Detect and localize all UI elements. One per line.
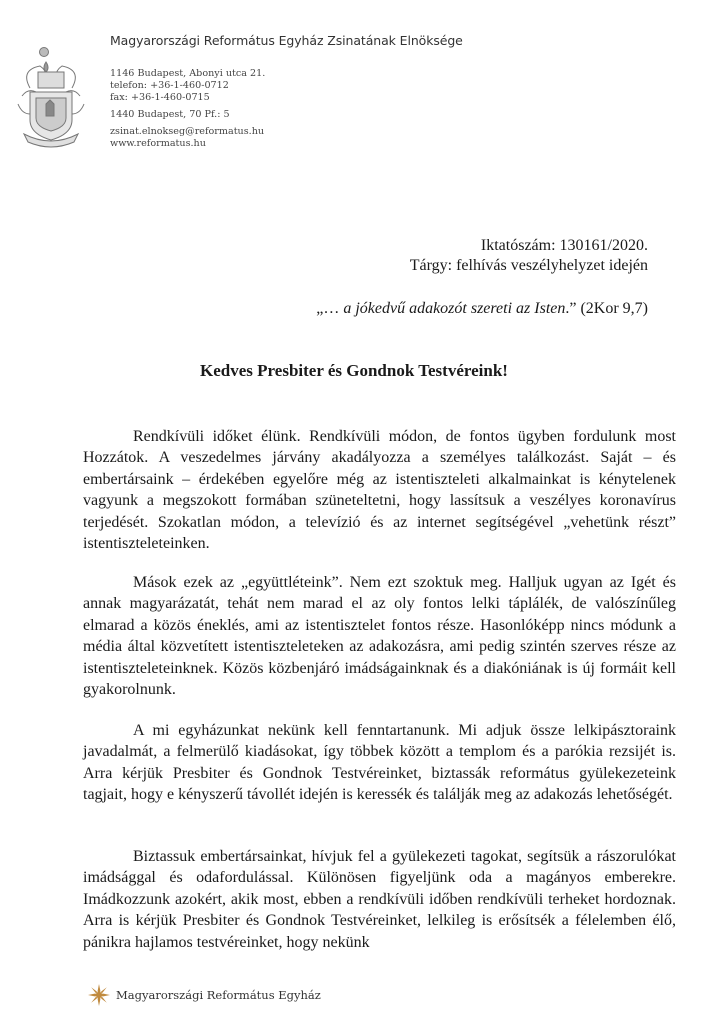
address: 1146 Budapest, Abonyi utca 21.	[110, 68, 266, 79]
paragraph-4	[83, 846, 676, 953]
paragraph-text: Mások ezek az „együttléteink”. Nem ezt szoktuk meg. Halljuk ugyan az Igét és annak magyarázatát, tehát nem marad el az oly fontos lelki táplálék, de valószínűleg elmarad a közös éneklés, ami az istentisztelet fontos része. Hasonlóképp nincs módunk a média által közvetített istentiszteleteken az adakozásra, ami pedig szintén szerves része az istentiszteleteinknek. Közös közbenjáró imádságainknak és a diakóniának is új formáit kell gyakorolnunk.	[83, 574, 676, 699]
contact-block	[110, 68, 265, 150]
paragraph-1	[83, 426, 676, 554]
quote-text: a jókedvű adakozót szereti az Isten	[343, 300, 566, 317]
letterhead	[0, 0, 708, 170]
registry-number: Iktatószám: 130161/2020.	[480, 237, 648, 254]
paragraph-2	[83, 572, 676, 700]
reference-block	[410, 236, 648, 276]
paragraph-text: Biztassuk embertársainkat, hívjuk fel a gyülekezeti tagokat, segítsük a rászorulókat imádsággal és odafordulással. Különösen figyeljünk oda a magányos emberekre. Imádkozzunk azokért, akik most, ebben a rendkívüli időben rendkívüli terheket hordoznak. Arra is kérjük Presbiter és Gondnok Testvéreinket, lelkileg is erősítsék a félelemben élő, pánikra hajlamos testvéreinket, hogy nekünk	[83, 848, 676, 951]
bible-quote	[316, 300, 648, 318]
quote-reference: .” (2Kor 9,7)	[565, 300, 648, 317]
phone: telefon: +36-1-460-0712	[110, 80, 229, 91]
email-link[interactable]: zsinat.elnokseg@reformatus.hu	[110, 126, 265, 137]
subject-line: Tárgy: felhívás veszélyhelyzet idején	[409, 257, 648, 274]
po-box: 1440 Budapest, 70 Pf.: 5	[110, 109, 230, 120]
footer-logo	[88, 984, 321, 1006]
paragraph-3	[83, 720, 676, 806]
footer-org-name: Magyarországi Református Egyház	[116, 988, 321, 1002]
paragraph-text: A mi egyházunkat nekünk kell fenntartanunk. Mi adjuk össze lelkipásztoraink javadalmát, a felmerülő kiadásokat, így többek között a templom és a parókia rezsijét is. Arra kérjük Presbiter és Gondnok Testvéreinket, biztassák református gyülekezeteink tagjait, hogy e kényszerű távollét idején is keressék és találják meg az adakozás lehetőségét.	[83, 722, 676, 804]
quote-prefix: „…	[316, 300, 344, 317]
org-name: Magyarországi Református Egyház Zsinatának Elnöksége	[110, 33, 463, 48]
salutation: Kedves Presbiter és Gondnok Testvéreink!	[200, 361, 508, 380]
paragraph-text: Rendkívüli időket élünk. Rendkívüli módon, de fontos ügyben fordulunk most Hozzátok. A veszedelmes járvány akadályozza a személyes találkozást. Saját – és embertársaink – érdekében egyelőre még az istentiszteleti alkalmainkat is kénytelenek vagyunk a megszokott formában szüneteltetni, hogy lassítsuk a veszélyes koronavírus terjedését. Szokatlan módon, a televízió és az internet segítségével „vehetünk részt” istentiszteleteinken.	[83, 428, 676, 553]
gold-star-icon	[88, 984, 110, 1006]
fax: fax: +36-1-460-0715	[110, 92, 210, 103]
church-coat-of-arms-icon	[16, 46, 86, 156]
website-link[interactable]: www.reformatus.hu	[110, 138, 206, 149]
